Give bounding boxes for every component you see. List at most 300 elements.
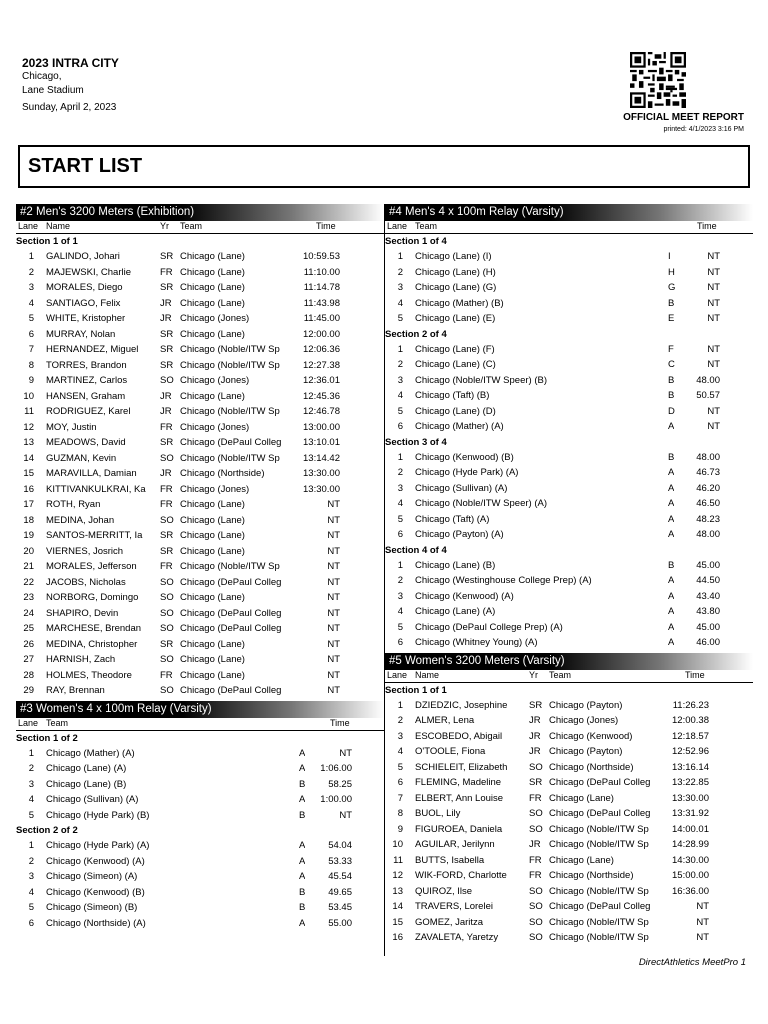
time-cell: 43.80 [696, 606, 720, 617]
relay-letter-cell: A [668, 498, 675, 509]
year-cell: JR [160, 390, 172, 402]
relay-letter-cell: A [668, 637, 675, 648]
year-cell: FR [160, 483, 173, 495]
header-lane: Lane [18, 717, 39, 728]
year-cell: SO [529, 808, 543, 819]
lane-cell: 25 [23, 623, 34, 634]
lane-cell: 4 [397, 606, 403, 617]
lane-cell: 28 [23, 669, 34, 681]
table-row [16, 854, 384, 870]
team-cell: Chicago (Lane) [180, 669, 245, 681]
table-row [385, 635, 753, 651]
athlete-name-cell: QUIROZ, Ilse [415, 885, 473, 897]
athlete-name-cell: MEADOWS, David [46, 437, 126, 448]
header-lane: Lane [387, 669, 408, 680]
table-row [385, 822, 753, 838]
time-cell: 48.00 [696, 374, 720, 386]
section-label: Section 1 of 4 [385, 236, 447, 247]
lane-cell: 2 [397, 467, 403, 478]
year-cell: JR [529, 715, 541, 726]
lane-cell: 16 [392, 932, 403, 943]
year-cell: JR [529, 746, 541, 757]
lane-cell: 22 [23, 576, 34, 588]
relay-letter-cell: A [668, 575, 675, 586]
relay-letter-cell: A [668, 606, 675, 617]
table-row [16, 683, 384, 699]
athlete-name-cell: SHAPIRO, Devin [46, 607, 119, 619]
year-cell: SO [160, 623, 174, 634]
lane-cell: 2 [28, 855, 34, 867]
time-cell: NT [327, 669, 340, 681]
lane-cell: 13 [23, 437, 34, 448]
year-cell: JR [529, 839, 541, 850]
lane-cell: 2 [397, 715, 403, 726]
athlete-name-cell: RODRIGUEZ, Karel [46, 406, 131, 417]
lane-cell: 1 [397, 251, 403, 262]
time-cell: NT [327, 514, 340, 526]
athlete-name-cell: MARAVILLA, Damian [46, 468, 137, 479]
time-cell: 14:00.01 [672, 823, 709, 835]
time-cell: NT [327, 576, 340, 588]
relay-team-cell: Chicago (Lane) (A) [46, 763, 127, 774]
table-row [385, 450, 753, 466]
lane-cell: 8 [397, 808, 403, 819]
lane-cell: 4 [397, 390, 403, 401]
team-cell: Chicago (DePaul Colleg [180, 685, 282, 696]
table-row [16, 544, 384, 560]
team-cell: Chicago (DePaul Colleg [549, 901, 651, 912]
relay-team-cell: Chicago (DePaul College Prep) (A) [415, 621, 563, 633]
lane-cell: 3 [28, 778, 34, 790]
table-row [385, 296, 753, 312]
team-cell: Chicago (Lane) [549, 792, 614, 804]
team-cell: Chicago (Jones) [180, 313, 250, 324]
year-cell: SO [160, 592, 174, 603]
year-cell: SO [160, 685, 174, 696]
relay-letter-cell: A [299, 747, 306, 759]
athlete-name-cell: HOLMES, Theodore [46, 669, 132, 681]
team-cell: Chicago (Jones) [549, 715, 619, 726]
time-cell: 48.23 [696, 513, 720, 525]
event-title: #4 Men's 4 x 100m Relay (Varsity) [385, 204, 753, 221]
year-cell: SO [160, 375, 174, 386]
relay-team-cell: Chicago (Lane) (I) [415, 251, 492, 262]
table-row [385, 930, 753, 946]
relay-team-cell: Chicago (Lane) (B) [415, 559, 496, 571]
team-cell: Chicago (DePaul Colleg [180, 607, 282, 619]
lane-cell: 23 [23, 592, 34, 603]
team-cell: Chicago (Noble/ITW Sp [180, 406, 280, 417]
table-row [385, 589, 753, 605]
time-cell: 12:45.36 [303, 390, 340, 402]
time-cell: 13:22.85 [672, 777, 709, 788]
year-cell: SO [529, 885, 543, 897]
time-cell: NT [707, 251, 720, 262]
time-cell: 12:46.78 [303, 406, 340, 417]
team-cell: Chicago (DePaul Colleg [549, 808, 651, 819]
relay-team-cell: Chicago (Simeon) (A) [46, 871, 138, 882]
athlete-name-cell: JACOBS, Nicholas [46, 576, 126, 588]
team-cell: Chicago (Lane) [180, 282, 245, 293]
table-row [16, 637, 384, 653]
lane-cell: 20 [23, 545, 34, 557]
time-cell: 14:30.00 [672, 854, 709, 866]
lane-cell: 2 [28, 763, 34, 774]
year-cell: FR [160, 266, 173, 278]
athlete-name-cell: HARNISH, Zach [46, 654, 116, 665]
table-row [385, 280, 753, 296]
table-row [16, 746, 384, 762]
table-row [385, 915, 753, 931]
lane-cell: 3 [28, 871, 34, 882]
relay-letter-cell: A [299, 840, 306, 851]
relay-letter-cell: A [299, 794, 306, 805]
table-row [385, 775, 753, 791]
relay-team-cell: Chicago (Hyde Park) (A) [415, 467, 519, 478]
page-title-text: START LIST [28, 155, 143, 177]
meet-venue: Lane Stadium [22, 85, 84, 96]
time-cell: 12:52.96 [672, 746, 709, 757]
time-cell: 13:31.92 [672, 808, 709, 819]
time-cell: NT [327, 561, 340, 572]
lane-cell: 5 [28, 902, 34, 913]
table-row [16, 497, 384, 513]
time-cell: 13:14.42 [303, 452, 340, 464]
relay-team-cell: Chicago (Sullivan) (A) [415, 482, 508, 494]
time-cell: 13:30.00 [303, 468, 340, 479]
lane-cell: 16 [23, 483, 34, 495]
time-cell: NT [327, 499, 340, 510]
header-team: Team [549, 669, 572, 680]
lane-cell: 11 [24, 406, 34, 417]
relay-team-cell: Chicago (Lane) (B) [46, 778, 127, 790]
lane-cell: 9 [28, 375, 34, 386]
section-label: Section 1 of 1 [385, 684, 447, 696]
time-cell: NT [707, 297, 720, 309]
athlete-name-cell: AGUILAR, Jerilynn [415, 839, 495, 850]
time-cell: 54.04 [328, 840, 352, 851]
event-3 [16, 701, 384, 932]
table-row [16, 559, 384, 575]
time-cell: 53.33 [328, 855, 352, 867]
header-name: Name [46, 221, 71, 231]
relay-team-cell: Chicago (Lane) (H) [415, 266, 496, 278]
meet-date: Sunday, April 2, 2023 [22, 102, 117, 113]
header-time: Time [697, 221, 717, 231]
athlete-name-cell: O'TOOLE, Fiona [415, 746, 486, 757]
athlete-name-cell: MARCHESE, Brendan [46, 623, 142, 634]
table-row [16, 249, 384, 265]
athlete-name-cell: MORALES, Jefferson [46, 561, 137, 572]
team-cell: Chicago (DePaul Colleg [180, 437, 282, 448]
year-cell: FR [529, 854, 542, 866]
athlete-name-cell: TORRES, Brandon [46, 359, 127, 371]
relay-team-cell: Chicago (Lane) (C) [415, 359, 496, 370]
athlete-name-cell: FIGUROEA, Daniela [415, 823, 503, 835]
lane-cell: 3 [28, 282, 34, 293]
athlete-name-cell: BUOL, Lily [415, 808, 461, 819]
table-row [385, 527, 753, 543]
time-cell: 14:28.99 [672, 839, 709, 850]
relay-letter-cell: A [668, 482, 675, 494]
athlete-name-cell: BUTTS, Isabella [415, 854, 485, 866]
year-cell: SR [160, 328, 174, 340]
left-column [16, 204, 384, 931]
relay-letter-cell: H [668, 266, 675, 278]
athlete-name-cell: GALINDO, Johari [46, 251, 120, 262]
relay-letter-cell: I [668, 251, 671, 262]
athlete-name-cell: KITTIVANKULKRAI, Ka [46, 483, 146, 495]
athlete-name-cell: GOMEZ, Jaritza [415, 916, 484, 928]
table-row [385, 558, 753, 574]
athlete-name-cell: GUZMAN, Kevin [46, 452, 117, 464]
table-row [16, 885, 384, 901]
table-row [16, 389, 384, 405]
relay-letter-cell: B [299, 902, 306, 913]
team-cell: Chicago (Noble/ITW Sp [549, 839, 649, 850]
time-cell: NT [327, 638, 340, 650]
time-cell: 48.00 [696, 451, 720, 463]
athlete-name-cell: RAY, Brennan [46, 685, 105, 696]
time-cell: NT [707, 282, 720, 293]
time-cell: NT [707, 405, 720, 417]
team-cell: Chicago (Northside) [549, 761, 634, 773]
meet-name: 2023 INTRA CITY [22, 56, 119, 70]
team-cell: Chicago (Lane) [180, 545, 245, 557]
year-cell: FR [160, 561, 173, 572]
time-cell: 13:30.00 [672, 792, 709, 804]
time-cell: 12:27.38 [303, 359, 340, 371]
time-cell: 46.20 [696, 482, 720, 494]
time-cell: 12:00.00 [303, 328, 340, 340]
year-cell: SR [529, 777, 543, 788]
relay-letter-cell: A [299, 855, 306, 867]
year-cell: SR [160, 282, 174, 293]
time-cell: 55.00 [328, 917, 352, 929]
relay-team-cell: Chicago (Payton) (A) [415, 529, 504, 540]
time-cell: NT [327, 530, 340, 541]
team-cell: Chicago (Noble/ITW Sp [180, 452, 280, 464]
table-row [385, 899, 753, 915]
team-cell: Chicago (Lane) [180, 638, 245, 650]
time-cell: 45.54 [328, 871, 352, 882]
table-row [385, 465, 753, 481]
table-row [385, 512, 753, 528]
table-row [16, 420, 384, 436]
lane-cell: 6 [397, 421, 403, 432]
lane-cell: 6 [28, 328, 34, 340]
lane-cell: 21 [23, 561, 34, 572]
relay-letter-cell: B [668, 297, 675, 309]
year-cell: FR [160, 669, 173, 681]
relay-team-cell: Chicago (Northside) (A) [46, 917, 146, 929]
lane-cell: 19 [23, 530, 34, 541]
report-title: OFFICIAL MEET REPORT [623, 112, 744, 123]
table-row [16, 373, 384, 389]
athlete-name-cell: MOY, Justin [46, 421, 97, 433]
team-cell: Chicago (Lane) [180, 592, 245, 603]
table-row [16, 435, 384, 451]
right-column [385, 204, 753, 946]
time-cell: NT [707, 266, 720, 278]
team-cell: Chicago (DePaul Colleg [549, 777, 651, 788]
relay-team-cell: Chicago (Noble/ITW Speer) (A) [415, 498, 547, 509]
team-cell: Chicago (Noble/ITW Sp [180, 359, 280, 371]
event-title: #5 Women's 3200 Meters (Varsity) [385, 653, 753, 670]
lane-cell: 3 [397, 482, 403, 494]
time-cell: 50.57 [696, 390, 720, 401]
time-cell: NT [327, 607, 340, 619]
team-cell: Chicago (Lane) [180, 530, 245, 541]
relay-letter-cell: E [668, 313, 675, 324]
lane-cell: 3 [397, 282, 403, 293]
section-label: Section 4 of 4 [385, 544, 447, 556]
relay-letter-cell: B [299, 809, 306, 821]
table-row [16, 280, 384, 296]
time-cell: 1:06.00 [320, 763, 352, 774]
section-label: Section 2 of 4 [385, 328, 447, 340]
lane-cell: 5 [397, 761, 403, 773]
lane-cell: 26 [23, 638, 34, 650]
lane-cell: 11 [393, 854, 403, 866]
relay-team-cell: Chicago (Lane) (D) [415, 405, 496, 417]
time-cell: NT [707, 359, 720, 370]
table-row [385, 419, 753, 435]
lane-cell: 3 [397, 374, 403, 386]
table-row [385, 884, 753, 900]
athlete-name-cell: MARTINEZ, Carlos [46, 375, 128, 386]
lane-cell: 6 [397, 529, 403, 540]
relay-team-cell: Chicago (Simeon) (B) [46, 902, 138, 913]
time-cell: 1:00.00 [320, 794, 352, 805]
time-cell: NT [327, 654, 340, 665]
section-label: Section 2 of 2 [16, 825, 78, 836]
lane-cell: 6 [397, 777, 403, 788]
table-row [16, 466, 384, 482]
lane-cell: 5 [397, 405, 403, 417]
table-row [16, 404, 384, 420]
athlete-name-cell: MEDINA, Johan [46, 514, 115, 526]
lane-cell: 1 [28, 747, 34, 759]
relay-team-cell: Chicago (Lane) (G) [415, 282, 497, 293]
year-cell: SR [160, 437, 174, 448]
team-cell: Chicago (Noble/ITW Sp [549, 823, 649, 835]
team-cell: Chicago (Lane) [180, 514, 245, 526]
table-row [16, 296, 384, 312]
header-lane: Lane [387, 221, 408, 231]
time-cell: 13:10.01 [303, 437, 340, 448]
team-cell: Chicago (Jones) [180, 421, 250, 433]
relay-team-cell: Chicago (Kenwood) (B) [46, 886, 145, 898]
lane-cell: 10 [392, 839, 403, 850]
time-cell: 53.45 [328, 902, 352, 913]
time-cell: NT [327, 623, 340, 634]
table-row [385, 388, 753, 404]
team-cell: Chicago (Northside) [549, 870, 634, 881]
printed-timestamp: printed: 4/1/2023 3:16 PM [663, 126, 744, 133]
table-row [16, 358, 384, 374]
table-header [385, 221, 753, 234]
table-row [385, 573, 753, 589]
table-row [16, 761, 384, 777]
athlete-name-cell: ESCOBEDO, Abigail [415, 730, 503, 742]
lane-cell: 14 [392, 901, 403, 912]
table-row [385, 806, 753, 822]
time-cell: 45.00 [696, 621, 720, 633]
athlete-name-cell: ELBERT, Ann Louise [415, 792, 504, 804]
team-cell: Chicago (Jones) [180, 483, 250, 495]
event-title: #3 Women's 4 x 100m Relay (Varsity) [16, 701, 384, 718]
year-cell: JR [160, 297, 172, 309]
lane-cell: 4 [397, 297, 403, 309]
time-cell: 15:00.00 [672, 870, 709, 881]
table-row [16, 777, 384, 793]
team-cell: Chicago (Northside) [180, 468, 265, 479]
time-cell: 11:26.23 [672, 699, 709, 711]
time-cell: 11:45.00 [303, 313, 340, 324]
lane-cell: 27 [23, 654, 34, 665]
lane-cell: 4 [397, 746, 403, 757]
relay-team-cell: Chicago (Taft) (B) [415, 390, 490, 401]
relay-team-cell: Chicago (Hyde Park) (A) [46, 840, 150, 851]
time-cell: 44.50 [696, 575, 720, 586]
team-cell: Chicago (Lane) [180, 390, 245, 402]
time-cell: NT [707, 313, 720, 324]
athlete-name-cell: SANTIAGO, Felix [46, 297, 121, 309]
table-row [16, 869, 384, 885]
table-row [16, 451, 384, 467]
relay-team-cell: Chicago (Westinghouse College Prep) (A) [415, 575, 592, 586]
time-cell: 13:00.00 [303, 421, 340, 433]
relay-letter-cell: G [668, 282, 676, 293]
relay-team-cell: Chicago (Lane) (E) [415, 313, 496, 324]
year-cell: SR [160, 530, 174, 541]
relay-team-cell: Chicago (Lane) (A) [415, 606, 496, 617]
table-row [16, 482, 384, 498]
header-team: Team [46, 717, 69, 728]
relay-letter-cell: A [299, 763, 306, 774]
table-row [385, 265, 753, 281]
table-row [16, 327, 384, 343]
table-row [385, 342, 753, 358]
lane-cell: 12 [392, 870, 403, 881]
athlete-name-cell: HERNANDEZ, Miguel [46, 344, 139, 355]
lane-cell: 1 [397, 451, 403, 463]
year-cell: FR [529, 870, 542, 881]
table-row [385, 729, 753, 745]
lane-cell: 4 [28, 886, 34, 898]
team-cell: Chicago (Lane) [180, 266, 245, 278]
table-row [385, 744, 753, 760]
team-cell: Chicago (Noble/ITW Sp [549, 885, 649, 897]
lane-cell: 3 [397, 590, 403, 602]
table-row [385, 698, 753, 714]
team-cell: Chicago (Lane) [180, 297, 245, 309]
athlete-name-cell: FLEMING, Madeline [415, 777, 502, 788]
lane-cell: 15 [23, 468, 34, 479]
team-cell: Chicago (Lane) [180, 499, 245, 510]
lane-cell: 15 [392, 916, 403, 928]
year-cell: JR [160, 468, 172, 479]
section-label: Section 3 of 4 [385, 436, 447, 448]
header-time: Time [330, 717, 350, 728]
year-cell: JR [160, 313, 172, 324]
table-row [385, 496, 753, 512]
table-row [16, 575, 384, 591]
table-row [16, 900, 384, 916]
time-cell: NT [327, 545, 340, 557]
year-cell: SR [160, 359, 174, 371]
